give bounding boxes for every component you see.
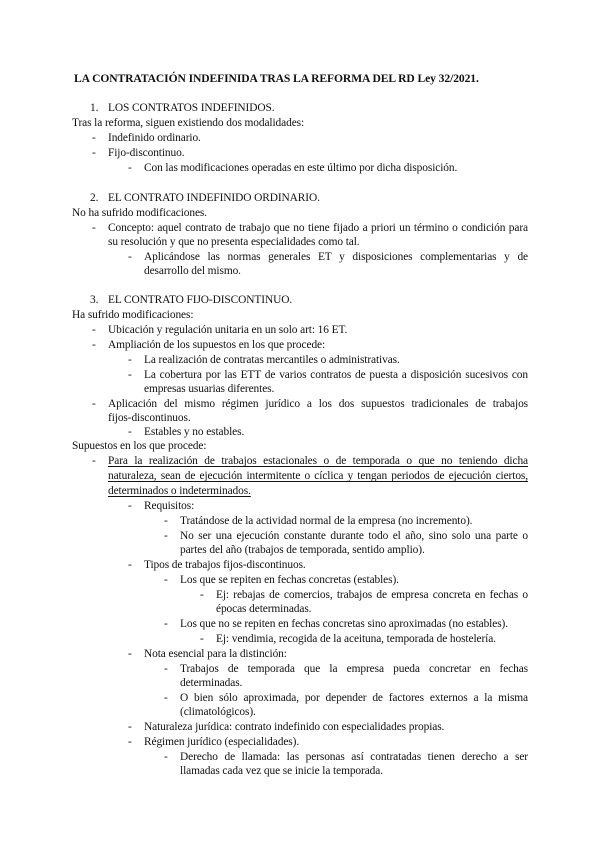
bullet-dash: - [164, 692, 168, 704]
list-item: Fijo-discontinuo. [108, 147, 185, 159]
list-item-continued: empresas usuarias diferentes. [144, 383, 275, 395]
list-item-continued: desarrollo del mismo. [144, 265, 241, 277]
list-item-continued: determinadas. [180, 677, 243, 689]
underlined-item: Para la realización de trabajos estacionales o de temporada o que no teniendo dicha [108, 455, 528, 467]
list-item: Ampliación de los supuestos en los que procede: [108, 339, 326, 351]
list-item: Trabajos de temporada que la empresa pueda concretar en fechas [180, 663, 528, 675]
bullet-dash: - [200, 589, 204, 601]
list-item: Tipos de trabajos fijos-discontinuos. [144, 559, 306, 571]
bullet-dash: - [92, 132, 96, 144]
bullet-dash: - [92, 147, 96, 159]
bullet-dash: - [128, 369, 132, 381]
list-item: Nota esencial para la distinción: [144, 648, 287, 660]
bullet-dash: - [92, 398, 96, 410]
list-item: La realización de contratas mercantiles o administrativas. [144, 354, 400, 366]
section-1-number: 1. [90, 102, 99, 114]
list-item: Los que se repiten en fechas concretas (estables). [180, 574, 399, 586]
list-item-continued: fijos-discontinuos. [108, 412, 191, 424]
supuestos-label: Supuestos en los que procede: [72, 440, 207, 452]
list-item: Indefinido ordinario. [108, 132, 201, 144]
bullet-dash: - [128, 736, 132, 748]
list-item: Ej: rebajas de comercios, trabajos de empresa concreta en fechas o [216, 589, 528, 601]
list-item: Estables y no estables. [144, 426, 245, 438]
document-title: LA CONTRATACIÓN INDEFINIDA TRAS LA REFORMA DEL RD Ley 32/2021. [74, 72, 479, 85]
bullet-dash: - [164, 530, 168, 542]
bullet-dash: - [128, 251, 132, 263]
list-item: Tratándose de la actividad normal de la empresa (no incremento). [180, 515, 473, 527]
bullet-dash: - [128, 162, 132, 174]
bullet-dash: - [128, 426, 132, 438]
list-item: Requisitos: [144, 500, 195, 512]
section-1-heading: LOS CONTRATOS INDEFINIDOS. [108, 102, 275, 114]
section-2-heading: EL CONTRATO INDEFINIDO ORDINARIO. [108, 192, 320, 204]
section-2-number: 2. [90, 192, 99, 204]
list-item-continued: su resolución y que no presenta especialidades como tal. [108, 236, 360, 248]
list-item: Derecho de llamada: las personas así contratadas tienen derecho a ser [180, 751, 528, 763]
bullet-dash: - [164, 751, 168, 763]
list-item: Con las modificaciones operadas en este último por dicha disposición. [144, 162, 458, 174]
list-item-continued: (climatológicos). [180, 706, 256, 718]
section-2-intro: No ha sufrido modificaciones. [72, 207, 208, 219]
list-item-continued: épocas determinadas. [216, 603, 312, 615]
underlined-item-continued: naturaleza, sean de ejecución intermitente o cíclica y tengan periodos de ejecución ciertos, [108, 470, 528, 482]
list-item: Naturaleza jurídica: contrato indefinido con especialidades propias. [144, 721, 445, 733]
bullet-dash: - [164, 618, 168, 630]
list-item: La cobertura por las ETT de varios contratos de puesta a disposición sucesivos con [144, 369, 528, 381]
list-item: Los que no se repiten en fechas concretas sino aproximadas (no estables). [180, 618, 508, 630]
bullet-dash: - [92, 455, 96, 467]
bullet-dash: - [92, 339, 96, 351]
bullet-dash: - [92, 222, 96, 234]
bullet-dash: - [128, 721, 132, 733]
bullet-dash: - [200, 633, 204, 645]
list-item: Concepto: aquel contrato de trabajo que no tiene fijado a priori un término o condición para [108, 222, 528, 234]
bullet-dash: - [128, 500, 132, 512]
list-item: O bien sólo aproximada, por depender de factores externos a la misma [180, 692, 528, 704]
list-item-continued: llamadas cada vez que se inicie la temporada. [180, 765, 383, 777]
bullet-dash: - [92, 324, 96, 336]
bullet-dash: - [164, 515, 168, 527]
list-item-continued: partes del año (trabajos de temporada, sentido amplio). [180, 544, 425, 556]
list-item: Ej: vendimia, recogida de la aceituna, temporada de hostelería. [216, 633, 496, 645]
section-1-intro: Tras la reforma, siguen existiendo dos modalidades: [72, 117, 305, 129]
bullet-dash: - [164, 663, 168, 675]
list-item: Aplicación del mismo régimen jurídico a los dos supuestos tradicionales de trabajos [108, 398, 528, 410]
list-item: Ubicación y regulación unitaria en un solo art: 16 ET. [108, 324, 348, 336]
bullet-dash: - [128, 648, 132, 660]
underlined-item-continued: determinados o indeterminados. [108, 485, 251, 497]
bullet-dash: - [128, 354, 132, 366]
bullet-dash: - [164, 574, 168, 586]
section-3-number: 3. [90, 294, 99, 306]
section-3-intro: Ha sufrido modificaciones: [72, 309, 194, 321]
list-item: Régimen jurídico (especialidades). [144, 736, 300, 748]
list-item: No ser una ejecución constante durante todo el año, sino solo una parte o [180, 530, 528, 542]
section-3-heading: EL CONTRATO FIJO-DISCONTINUO. [108, 294, 293, 306]
bullet-dash: - [128, 559, 132, 571]
list-item: Aplicándose las normas generales ET y disposiciones complementarias y de [144, 251, 528, 263]
